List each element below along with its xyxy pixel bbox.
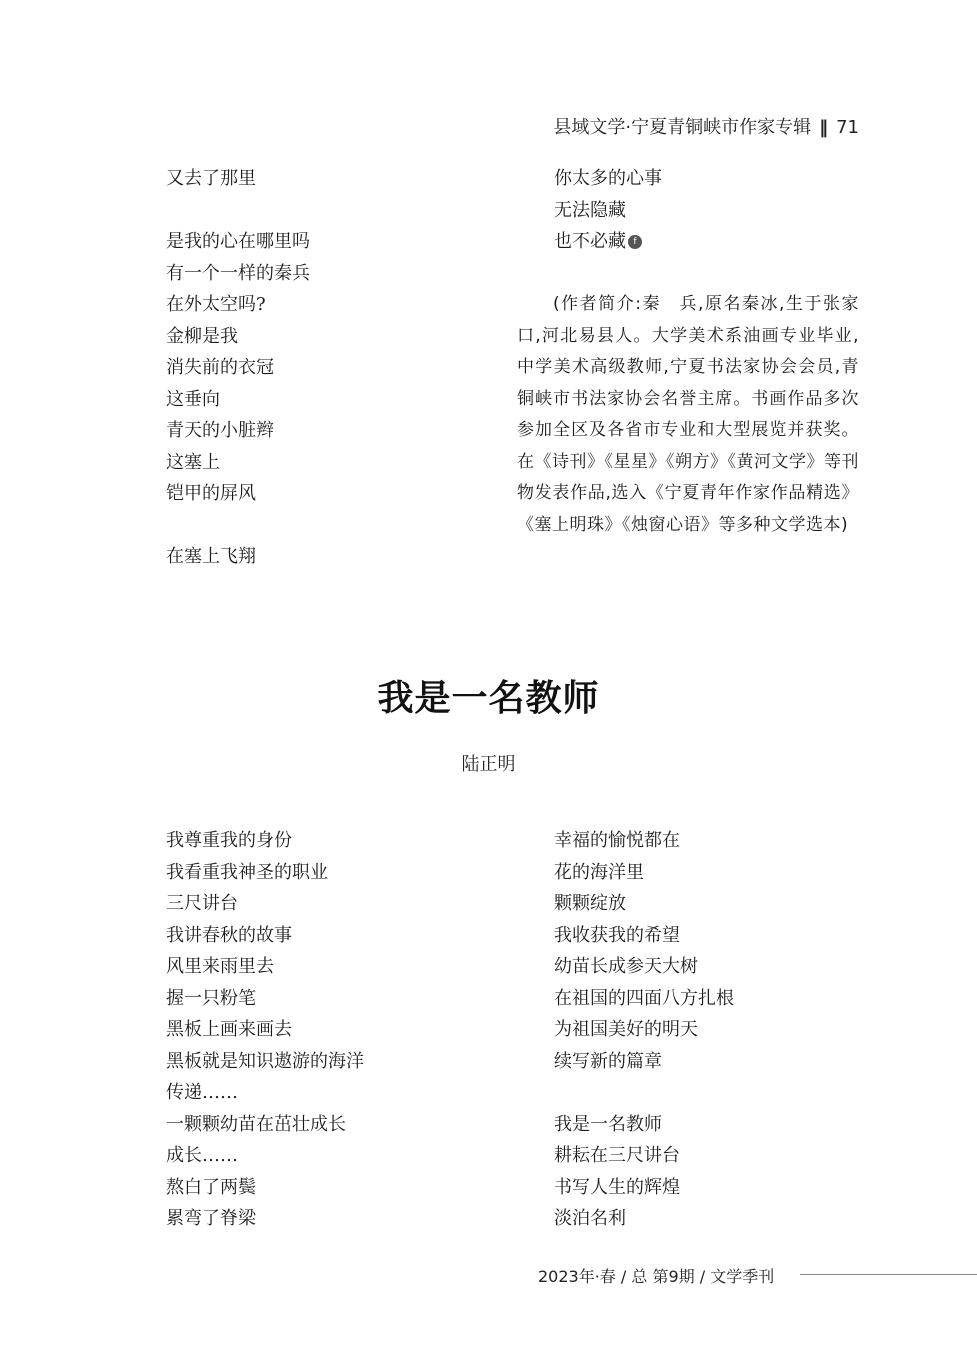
poem-author: 陆正明: [461, 754, 516, 775]
poem-line: 三尺讲台: [166, 893, 238, 914]
poem-line: 幼苗长成参天大树: [554, 956, 698, 977]
poem-line: 幸福的愉悦都在: [554, 830, 680, 851]
poem-line: 铠甲的屏风: [166, 483, 256, 504]
poem-line: 是我的心在哪里吗: [166, 231, 310, 252]
poem-line: 花的海洋里: [554, 861, 644, 883]
poem-line: 续写新的篇章: [554, 1050, 662, 1072]
poem-line: 书写人生的辉煌: [554, 1176, 680, 1198]
poem-title: 我是一名教师: [377, 677, 600, 719]
poem-line: 一颗颗幼苗在茁壮成长: [166, 1113, 346, 1135]
poem-line: 我收获我的希望: [554, 924, 680, 946]
stanza-break: [166, 510, 310, 542]
header-separator: ‖: [819, 117, 829, 138]
poem1-right-column: [554, 163, 662, 258]
author-bio: [517, 289, 859, 541]
poem-line: 无法隐藏: [554, 199, 626, 221]
poem1-left-column: [166, 163, 310, 573]
header-title: 县域文学·宁夏青铜峡市作家专辑: [553, 117, 812, 138]
poem-line: 消失前的衣冠: [166, 357, 274, 378]
poem-line: 握一只粉笔: [166, 987, 256, 1009]
footer-rule: [800, 1274, 977, 1275]
poem-line: 这塞上: [166, 451, 220, 473]
footer-issue: 2023年·春 / 总 第9期 / 文学季刊: [538, 1267, 775, 1286]
poem-line: 你太多的心事: [554, 168, 662, 189]
poem2-left-column: [166, 825, 364, 1235]
end-mark-icon: f: [628, 235, 642, 249]
poem-line: 在塞上飞翔: [166, 546, 256, 567]
author-bio-text: (作者简介:秦 兵,原名秦冰,生于张家口,河北易县人。大学美术系油画专业毕业,中学美术高级教师,宁夏书法家协会会员,青铜峡市书法家协会名誉主席。书画作品多次参加全区及各省市专业和大型展览并获奖。在《诗刊》《星星》《朔方》《黄河文学》等刊物发表作品,选入《宁夏青年作家作品精选》《塞上明珠》《烛窗心语》等多种文学选本): [517, 294, 859, 535]
poem-line: 为祖国美好的明天: [554, 1019, 698, 1040]
page-number: 71: [836, 117, 859, 138]
poem-line: 金柳是我: [166, 325, 238, 347]
poem-line: 我尊重我的身份: [166, 830, 292, 851]
poem-line: 在外太空吗?: [166, 294, 266, 315]
poem-line: 我看重我神圣的职业: [166, 861, 328, 883]
poem-line: 耕耘在三尺讲台: [554, 1145, 680, 1166]
poem-line: 淡泊名利: [554, 1208, 626, 1229]
poem-line: 这垂向: [166, 388, 220, 410]
poem-line: 风里来雨里去: [166, 956, 274, 977]
stanza-break: [554, 1077, 734, 1109]
poem-line: 传递……: [166, 1082, 238, 1103]
poem-line: 我讲春秋的故事: [166, 924, 292, 946]
poem-line: 也不必藏 f: [554, 226, 662, 258]
poem-line: 成长……: [166, 1145, 238, 1166]
poem-line: 颗颗绽放: [554, 893, 626, 914]
poem-line: 在祖国的四面八方扎根: [554, 987, 734, 1009]
poem-line: 黑板就是知识遨游的海洋: [166, 1050, 364, 1072]
poem-line: 黑板上画来画去: [166, 1019, 292, 1040]
poem-line: 我是一名教师: [554, 1113, 662, 1135]
poem-line: 又去了那里: [166, 168, 256, 189]
poem-line: 青天的小脏辫: [166, 420, 274, 441]
poem-line: 有一个一样的秦兵: [166, 262, 310, 284]
running-header: [553, 113, 859, 139]
stanza-break: [166, 195, 310, 227]
poem-line: 熬白了两鬓: [166, 1176, 256, 1198]
poem2-right-column: [554, 825, 734, 1235]
poem-line: 累弯了脊梁: [166, 1208, 256, 1229]
